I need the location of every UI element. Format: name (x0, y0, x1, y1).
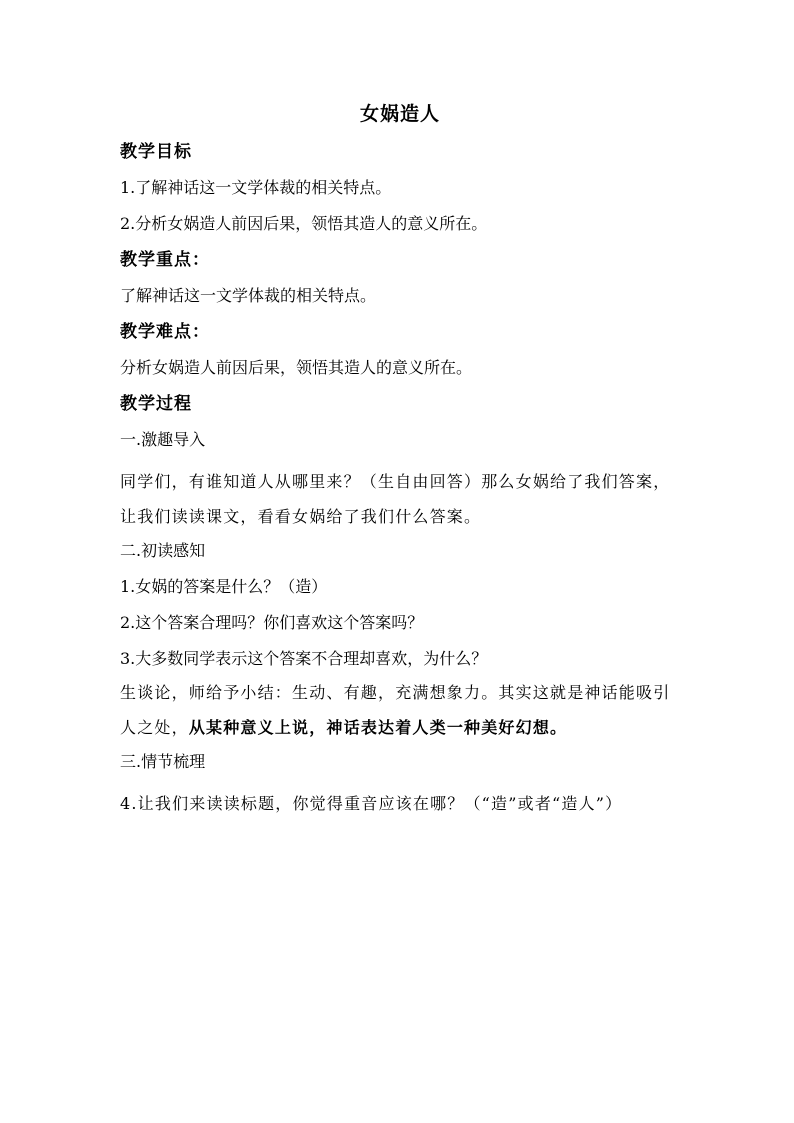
key-points-heading: 教学重点： (120, 250, 210, 270)
intro-paragraph: 同学们，有谁知道人从哪里来？（生自由回答）那么女娲给了我们答案，让我们读读课文，看看女娲给了我们什么答案。 (120, 472, 671, 526)
question-2: 2.这个答案合理吗？你们喜欢这个答案吗？ (120, 613, 424, 632)
discussion-text: 生谈论，师给予小结：生动、有趣，充满想象力。其实这就是神话能吸引人之处， (120, 683, 671, 737)
question-1: 1.女娲的答案是什么？（造） (120, 577, 328, 596)
section-heading-plot: 三.情节梳理 (120, 752, 206, 771)
goal-item-1: 1.了解神话这一文学体裁的相关特点。 (120, 178, 392, 197)
question-3: 3.大多数同学表示这个答案不合理却喜欢，为什么？ (120, 649, 488, 668)
goal-item-2: 2.分析女娲造人前因后果，领悟其造人的意义所在。 (120, 214, 488, 233)
difficulties-text: 分析女娲造人前因后果，领悟其造人的意义所在。 (120, 358, 473, 377)
discussion-bold-text: 从某种意义上说，神话表达着人类一种美好幻想。 (188, 718, 568, 737)
teaching-goals-heading: 教学目标 (120, 142, 192, 162)
difficulties-heading: 教学难点： (120, 322, 210, 342)
section-heading-first-reading: 二.初读感知 (120, 541, 206, 560)
section-heading-intro: 一.激趣导入 (120, 430, 206, 449)
document-title: 女娲造人 (359, 103, 440, 125)
discussion-paragraph (120, 675, 680, 745)
key-points-text: 了解神话这一文学体裁的相关特点。 (120, 286, 377, 305)
document-page (120, 100, 680, 826)
question-4: 4.让我们来读读标题，你觉得重音应该在哪？（“造”或者“造人”） (120, 794, 623, 813)
teaching-process-heading: 教学过程 (120, 394, 192, 414)
